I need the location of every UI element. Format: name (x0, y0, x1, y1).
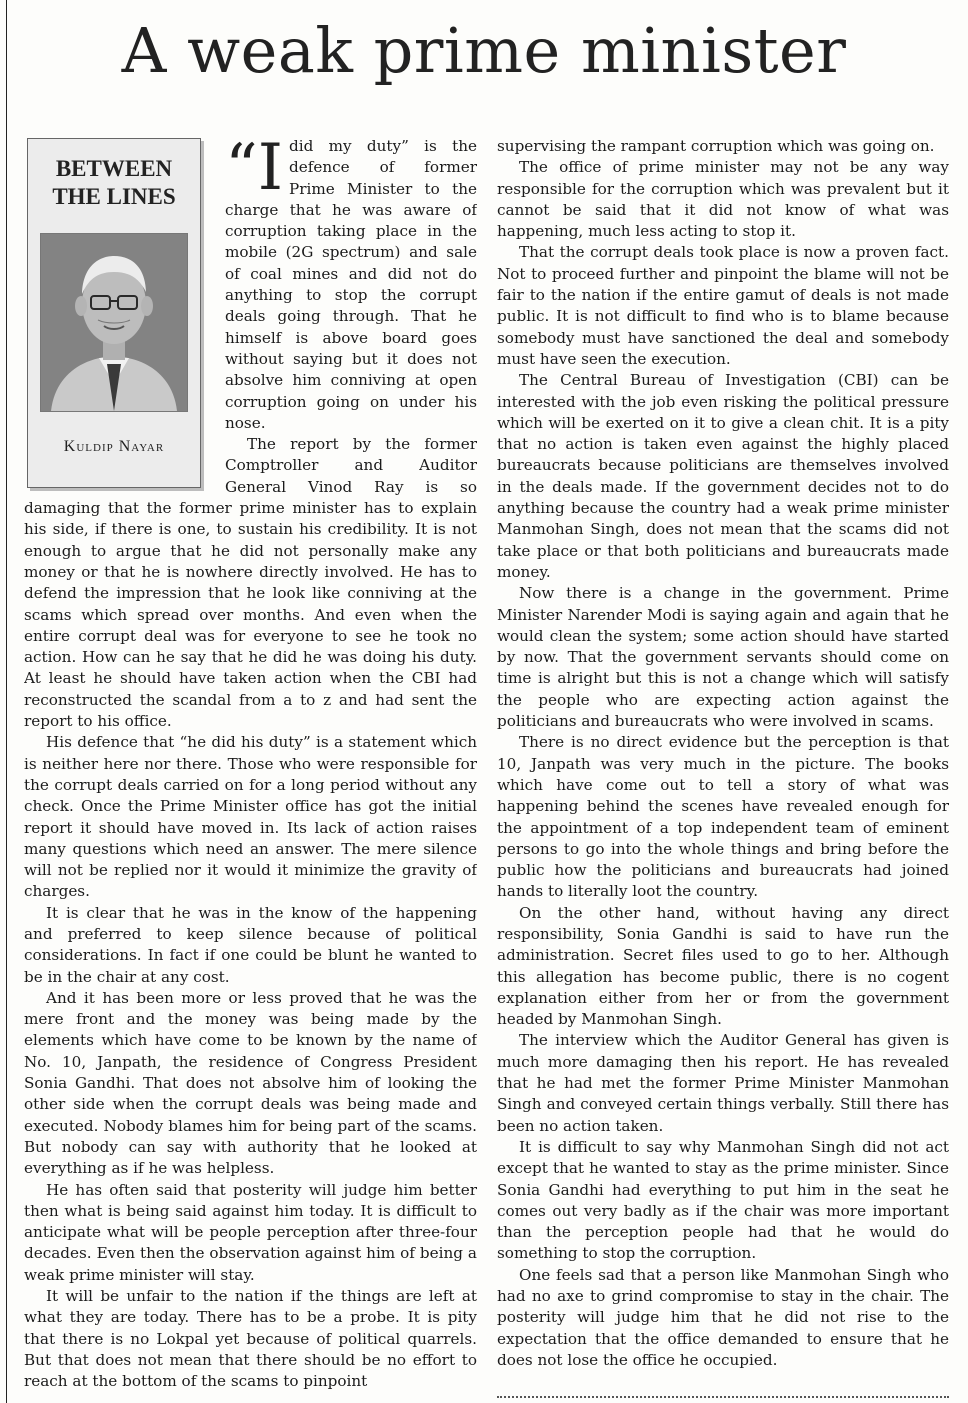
article-paragraph: And it has been more or less proved that he was the mere front and the money was being made by the elements which have come to be known by the name of No. 10, Janpath, the residence of Congress President Sonia Gandhi. That does not absolve him of looking the other side when the corrupt deals was being made and executed. Nobody blames him for being part of the scams. But nobody can say with authority that he looked at everything as if he was helpless. (24, 988, 477, 1178)
article-paragraph: The office of prime minister may not be any way responsible for the corruption which was prevalent but it cannot be said that it did not know of what was happening, much less acting to stop it. (497, 158, 949, 241)
column-label-line2: THE LINES (52, 184, 176, 209)
article-paragraph: He has often said that posterity will judge him better then what is being said against him today. It is difficult to anticipate what will be people perception after three-four decades. Even then the observation against him of being a weak prime minister will stay. (24, 1180, 477, 1284)
column-label (28, 155, 200, 211)
article-paragraph: His defence that “he did his duty” is a statement which is neither here nor there. Those who were responsible for the corrupt deals carried on for a long period without any check. Once the Prime Minister office has got the initial report it should have moved in. Its lack of action raises many questions which need an answer. The mere silence will not be replied nor it would it minimize the gravity of charges. (24, 733, 477, 901)
article-paragraph: That the corrupt deals took place is now a proven fact. Not to proceed further and pinpoint the blame will not be fair to the nation if the entire gamut of deals is not made public. It is not difficult to find who is to blame because somebody must have sanctioned the deal and somebody must have seen the execution. (497, 243, 949, 368)
drop-cap-quote: “ (225, 136, 258, 205)
article-paragraph: Now there is a change in the government. Prime Minister Narender Modi is saying again and again that he would clean the system; some action should have started by now. That the government servants should come on time is alright but this is not a change which will satisfy the people who are expecting action against the politicians and bureaucrats who were involved in scams. (497, 584, 949, 731)
article-paragraph: One feels sad that a person like Manmohan Singh who had no axe to grind compromise to stay in the chair. The posterity will judge him that he did not rise to the expectation that the office demanded to ensure that he does not lose the office he occupied. (497, 1265, 949, 1369)
article-column-right (497, 136, 949, 1398)
headline: A weak prime minister (121, 14, 847, 87)
article-paragraph: It is clear that he was in the know of the happening and preferred to keep silence because of political considerations. In fact if one could be blunt he wanted to be in the chair at any cost. (24, 903, 477, 986)
column-label-line1: BETWEEN (55, 156, 173, 181)
article-paragraph: The report by the former Comptroller and Auditor General Vinod Ray is so damaging that the former prime minister has to explain his side, if there is one, to sustain his credibility. It is not enough to argue that he did not personally make any money or that he is nowhere directly involved. He has to defend the impression that he look like conniving at the scams which spread over months. And even when the entire corrupt deal was for everyone to see he took no action. How can he say that he did he was doing his duty. At least he should have taken action when the CBI had reconstructed the scandal from a to z and had sent the report to his office. (24, 435, 477, 731)
article-paragraph: It is difficult to say why Manmohan Singh did not act except that he wanted to stay as the prime minister. Since Sonia Gandhi had everything to put him in the seat he comes out very badly as if the chair was more important than the perception people had that he would do something to stop the corruption. (497, 1137, 949, 1263)
article-paragraph-continued: supervising the rampant corruption which was going on. (497, 137, 935, 155)
column-box (27, 138, 201, 488)
article-column-left (24, 136, 477, 1398)
author-byline: Kuldip Nayar (63, 438, 165, 455)
article-paragraph: The interview which the Auditor General has given is much more damaging then his report. He has revealed that he had met the former Prime Minister Manmohan Singh and conveyed certain things verbally. Still there has been no action taken. (497, 1031, 949, 1135)
drop-cap (225, 136, 283, 205)
article-paragraph: The Central Bureau of Investigation (CBI) can be interested with the job even risking the political pressure which will be exerted on it to give a clean chit. It is a pity that no action is taken even against the highly placed bureaucrats because politicians are themselves involved in the deals made. If the government decides not to do anything because the country had a weak prime minister Manmohan Singh, does not mean that the scams did not take place or that both politicians and bureaucrats made money. (497, 371, 949, 581)
author-photo (40, 233, 188, 412)
paragraph-text: did my duty” is the defence of former Prime Minister to the charge that he was aware of corruption taking place in the mobile (2G spectrum) and sale of coal mines and did not do anything to stop the corrupt deals going through. That he himself is above board goes without saying but it does not absolve him conniving at open corruption going on under his nose. (225, 137, 477, 432)
article-paragraph: It will be unfair to the nation if the things are left at what they are today. There has to be a probe. It is pity that there is no Lokpal yet because of political quarrels. But that does not mean that there should be no effort to reach at the bottom of the scams to pinpoint (24, 1287, 477, 1391)
left-border-rule (6, 0, 7, 1403)
article-paragraph: On the other hand, without having any direct responsibility, Sonia Gandhi is said to have run the administration. Secret files used to go to her. Although this allegation has become public, there is no cogent explanation either from her or from the government headed by Manmohan Singh. (497, 903, 949, 1029)
end-dotted-rule (497, 1396, 949, 1398)
drop-cap-letter: I (257, 136, 283, 205)
article-paragraph: There is no direct evidence but the perception is that 10, Janpath was very much in the picture. The books which have come out to tell a story of what was happening behind the scenes have revealed enough for the appointment of a top independent team of eminent persons to go into the whole things and bring before the public how the politicians and bureaucrats had joined hands to literally loot the country. (497, 733, 949, 901)
